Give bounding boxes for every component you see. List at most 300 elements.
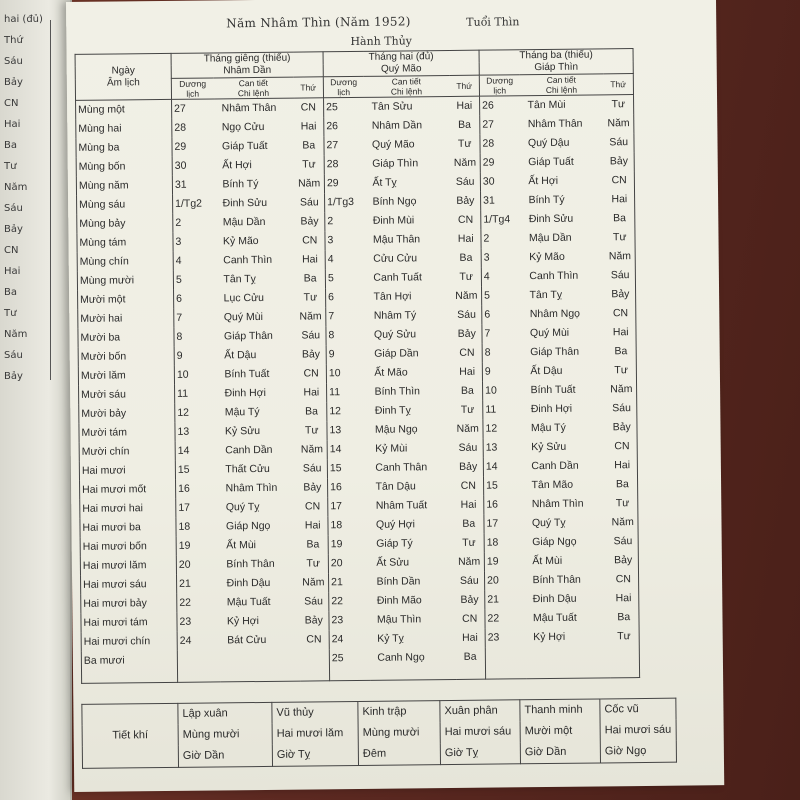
tiet-khi-cell: Giờ Tỵ (440, 742, 520, 764)
duong-lich-cell: 17 (330, 500, 343, 513)
thu-cell: Tư (454, 534, 484, 553)
tiet-khi-cell: Kinh trập (358, 701, 440, 723)
thu-cell: Bảy (604, 152, 634, 171)
duong-lich-cell: 3 (175, 235, 182, 248)
thu-cell: Hai (607, 456, 637, 475)
duong-lich-cell: 10 (328, 367, 341, 380)
duong-lich-cell: 20 (330, 557, 343, 570)
duong-lich-cell: 21 (487, 593, 500, 606)
can-chi-cell: Quý Mùi (529, 326, 570, 340)
thu-cell: Bảy (452, 325, 482, 344)
can-chi-cell: Đinh Hợi (530, 402, 573, 416)
duong-lich-cell: 2 (327, 215, 334, 228)
left-page-fragment: Thứ (4, 35, 23, 46)
can-chi-cell: Kỷ Hợi (226, 615, 260, 628)
can-chi-cell: Canh Thìn (529, 269, 579, 283)
ngay-header-line2: Âm lịch (106, 76, 140, 89)
thu-cell: Sáu (299, 592, 329, 611)
duong-lich-cell: 9 (484, 365, 491, 378)
duong-lich-cell: 11 (177, 387, 189, 400)
duong-lich-cell: 24 (331, 633, 344, 646)
can-chi-cell: Bính Thân (532, 573, 581, 587)
duong-lich-cell: 12 (485, 422, 498, 435)
can-chi-cell: Kỷ Tỵ (377, 632, 404, 645)
duong-lich-cell: 31 (483, 194, 495, 207)
month-2-ganchi: Quý Mão (323, 63, 479, 77)
left-page-fragment: Bảy (4, 77, 23, 88)
duong-lich-cell: 22 (331, 595, 344, 608)
month-3-ganchi: Giáp Thìn (479, 61, 633, 75)
thu-cell: CN (608, 570, 638, 589)
can-chi-cell: Ất Mùi (226, 539, 257, 552)
duong-lich-cell: 10 (176, 368, 189, 381)
thu-cell: Hai (298, 516, 328, 535)
thu-cell: Hai (297, 383, 327, 402)
thu-cell: Ba (294, 136, 324, 155)
thu-cell: Tư (450, 135, 480, 154)
thu-cell: Năm (297, 440, 327, 459)
can-chi-cell: Tân Tỵ (223, 273, 256, 286)
left-page-fragment: Tư (4, 161, 17, 172)
tiet-khi-cell: Giờ Ngọ (600, 741, 676, 763)
can-chi-cell: Cửu Cửu (373, 252, 418, 265)
can-chi-cell: Bính Dần (376, 575, 421, 588)
thu-cell: Bảy (299, 611, 329, 630)
can-chi-cell: Kỷ Mão (529, 250, 565, 264)
can-chi-cell: Lục Cửu (223, 291, 264, 305)
duong-lich-cell: 19 (178, 539, 191, 552)
ngay-am-lich-cell: Mùng mười (77, 271, 173, 291)
can-chi-cell: Nhâm Tý (373, 309, 417, 322)
thu-cell: Sáu (297, 459, 327, 478)
can-chi-cell: Mậu Dần (528, 231, 572, 245)
ngay-am-lich-cell: Hai mươi sáu (81, 575, 177, 595)
duong-lich-cell: 2 (483, 232, 490, 245)
duong-lich-cell: 2 (175, 216, 182, 229)
can-chi-cell: Ất Dậu (530, 364, 563, 378)
can-chi-cell: Quý Dậu (527, 136, 570, 150)
can-line1: Can tiết (238, 77, 269, 89)
duong-lich-cell: 5 (175, 273, 182, 286)
duong-lich-cell: 29 (174, 140, 187, 153)
duong-lich-header (479, 75, 519, 96)
duong-lich-cell: 18 (486, 536, 499, 549)
can-chi-cell: Nhâm Thân (527, 117, 583, 131)
can-chi-cell: Ất Hợi (222, 159, 252, 172)
duong-line2: lịch (493, 85, 507, 96)
can-chi-cell: Giáp Tuất (221, 139, 268, 153)
left-page-fragment: Năm (4, 329, 28, 340)
tiet-khi-cell: Mười một (520, 720, 600, 742)
thu-cell: CN (607, 437, 637, 456)
duong-lich-cell: 10 (485, 384, 497, 397)
duong-lich-cell: 27 (174, 102, 186, 115)
thu-cell: Hai (295, 250, 325, 269)
can-chi-cell: Thất Cửu (225, 462, 270, 476)
thu-cell: CN (452, 344, 482, 363)
thu-cell: Bảy (608, 551, 638, 570)
thu-cell: CN (296, 364, 326, 383)
ngay-am-lich-cell: Hai mươi (79, 461, 175, 481)
thu-cell: CN (606, 304, 636, 323)
duong-lich-cell (485, 647, 525, 679)
ngay-am-lich-cell: Mười bảy (79, 404, 175, 424)
thu-cell: Năm (450, 154, 480, 173)
thu-cell: CN (604, 171, 634, 190)
can-chi-cell: Mậu Thìn (376, 613, 422, 626)
can-chi-cell: Quý Tỵ (225, 501, 260, 514)
tiet-khi-cell: Giờ Tỵ (272, 744, 358, 766)
ngay-am-lich-cell: Mùng tám (77, 233, 173, 253)
duong-lich-cell: 22 (487, 612, 500, 625)
can-chi-cell: Tân Hợi (373, 290, 412, 303)
can-chi-cell: Ất Mùi (532, 554, 563, 568)
ngay-am-lich-cell: Mùng bảy (77, 214, 173, 234)
ngay-am-lich-cell: Mười một (78, 290, 174, 310)
thu-cell: Bảy (605, 285, 635, 304)
thu-cell: Ba (455, 648, 485, 680)
can-chi-cell: Ất Hợi (528, 174, 559, 188)
ngay-am-lich-cell: Mùng bốn (76, 157, 172, 177)
can-chi-header (519, 74, 603, 96)
thu-cell: Ba (607, 475, 637, 494)
can-chi-cell: Giáp Ngọ (225, 519, 271, 533)
page-title: Năm Nhâm Thìn (Năm 1952) (226, 14, 411, 31)
duong-lich-cell: 7 (176, 311, 183, 324)
duong-lich-cell: 8 (176, 330, 183, 343)
duong-lich-cell: 3 (327, 234, 334, 247)
tiet-khi-cell: Vũ thủy (272, 701, 358, 723)
tiet-khi-cell: Mùng mười (178, 724, 272, 746)
thu-cell: Ba (454, 515, 484, 534)
can-chi-cell: Tân Mùi (527, 98, 566, 112)
can-chi-cell: Quý Sửu (373, 328, 417, 341)
ngay-am-lich-cell: Mùng một (76, 99, 172, 120)
duong-lich-cell: 31 (174, 178, 187, 191)
thu-cell: Tư (297, 421, 327, 440)
can-chi-cell: Mậu Dần (222, 215, 266, 229)
thu-cell: Bảy (296, 345, 326, 364)
can-chi-cell: Quý Tỵ (531, 516, 566, 530)
duong-lich-cell: 23 (331, 614, 344, 627)
tiet-khi-cell: Giờ Dần (520, 741, 600, 763)
can-chi-cell: Giáp Thìn (372, 157, 419, 170)
can-chi-cell (525, 646, 609, 678)
duong-lich-cell: 17 (486, 517, 499, 530)
can-chi-cell: Mậu Thân (372, 233, 421, 246)
can-chi-cell: Quý Mùi (223, 310, 263, 324)
thu-cell: Hai (451, 230, 481, 249)
thu-cell: Tư (605, 228, 635, 247)
duong-lich-cell: 12 (329, 405, 342, 418)
calendar-page (66, 0, 724, 792)
thu-cell: Hai (450, 96, 480, 116)
duong-line2: lịch (337, 87, 351, 98)
can-chi-cell: Mậu Ngọ (374, 423, 418, 436)
duong-lich-cell: 24 (179, 634, 192, 647)
duong-lich-cell: 27 (326, 139, 339, 152)
thu-cell: Bảy (453, 458, 483, 477)
thu-cell: CN (455, 610, 485, 629)
ngay-am-lich-cell: Mùng năm (76, 176, 172, 196)
thu-cell (299, 649, 329, 681)
thu-cell: Ba (295, 269, 325, 288)
month-1-name: Tháng giêng (thiếu) (203, 52, 291, 65)
can-chi-cell: Ngọ Cửu (221, 120, 265, 134)
month-2-name: Tháng hai (đủ) (368, 51, 434, 63)
thu-cell: Bảy (607, 418, 637, 437)
duong-lich-cell: 19 (486, 555, 499, 568)
ngay-header-line1: Ngày (111, 64, 135, 77)
can-chi-header (363, 75, 449, 97)
duong-lich-cell: 1/Tg4 (483, 213, 511, 226)
thu-cell: Tư (604, 95, 634, 115)
can-chi-cell: Mậu Tý (530, 421, 566, 435)
thu-cell: CN (453, 477, 483, 496)
thu-cell: Bảy (455, 591, 485, 610)
table-row (81, 646, 639, 683)
ngay-am-lich-cell: Mười lăm (78, 366, 174, 386)
can-chi-cell: Quý Hợi (375, 518, 416, 531)
duong-lich-cell: 13 (329, 424, 342, 437)
ngay-am-lich-cell: Mười bốn (78, 347, 174, 367)
duong-line2: lịch (186, 88, 200, 99)
duong-lich-cell: 1/Tg2 (175, 197, 203, 210)
duong-lich-cell: 6 (176, 292, 183, 305)
can-line2: Chi lệnh (390, 86, 423, 97)
thu-cell: Ba (297, 402, 327, 421)
ngay-am-lich-cell: Mười hai (78, 309, 174, 329)
can-chi-cell: Nhâm Thân (221, 101, 277, 115)
duong-lich-cell: 20 (178, 558, 191, 571)
duong-lich-cell: 5 (327, 272, 334, 285)
can-chi-cell: Ất Tỵ (372, 176, 397, 189)
can-chi-cell: Tân Sửu (371, 100, 413, 113)
tiet-khi-table (81, 698, 677, 769)
thu-cell: Năm (452, 287, 482, 306)
duong-lich-cell: 6 (484, 308, 491, 321)
can-chi-cell: Kỷ Hợi (533, 630, 566, 644)
can-chi-cell: Bính Thân (226, 557, 275, 571)
thu-cell: Ba (609, 608, 639, 627)
duong-lich-cell: 12 (177, 406, 190, 419)
duong-lich-cell: 3 (483, 251, 490, 264)
ngay-am-lich-cell: Hai mươi mốt (80, 480, 176, 500)
thu-cell: Hai (452, 363, 482, 382)
duong-lich-cell: 21 (331, 576, 343, 589)
tiet-khi-cell: Hai mươi sáu (440, 721, 520, 743)
lunar-calendar-table (75, 48, 641, 684)
thu-header: Thứ (293, 77, 323, 98)
can-chi-cell: Bính Thìn (374, 385, 421, 398)
can-chi-cell: Tân Mão (531, 478, 574, 492)
thu-header: Thứ (449, 75, 479, 96)
thu-cell: Tư (606, 361, 636, 380)
duong-lich-cell: 11 (329, 386, 341, 399)
can-chi-cell: Đinh Sửu (222, 196, 268, 210)
duong-lich-cell: 21 (179, 577, 191, 590)
can-chi-cell: Kỷ Mùi (375, 442, 408, 455)
duong-lich-cell: 19 (330, 538, 343, 551)
can-chi-cell: Canh Dần (531, 459, 579, 473)
duong-lich-cell: 9 (176, 349, 183, 362)
left-page-fragment: Ba (4, 140, 17, 151)
can-chi-cell: Tân Tỵ (529, 288, 563, 302)
duong-lich-cell: 25 (326, 101, 338, 114)
thu-cell: Sáu (452, 306, 482, 325)
can-line1: Can tiết (391, 76, 422, 87)
can-chi-cell: Tân Dậu (375, 480, 416, 493)
duong-lich-cell: 28 (326, 158, 339, 171)
left-page-fragment: CN (4, 245, 19, 256)
ngay-am-lich-cell: Hai mươi tám (81, 613, 177, 633)
duong-lich-cell: 14 (329, 443, 342, 456)
thu-cell: Năm (605, 247, 635, 266)
can-chi-cell: Đinh Dậu (532, 592, 577, 606)
duong-lich-cell: 25 (329, 649, 369, 681)
left-page-rule (50, 20, 51, 380)
duong-lich-cell: 17 (178, 501, 191, 514)
thu-cell: Sáu (604, 133, 634, 152)
duong-lich-cell: 16 (330, 481, 342, 494)
duong-lich-cell (177, 650, 219, 682)
thu-cell: Sáu (607, 399, 637, 418)
can-chi-cell: Nhâm Dần (371, 119, 423, 132)
thu-cell: Sáu (453, 439, 483, 458)
month-1-ganchi: Nhâm Dần (171, 64, 323, 78)
duong-lich-cell: 18 (178, 520, 191, 533)
can-chi-cell: Mậu Tuất (226, 595, 271, 609)
thu-cell: Năm (608, 513, 638, 532)
thu-cell: Sáu (295, 193, 325, 212)
duong-lich-cell: 23 (179, 615, 192, 628)
duong-lich-cell: 20 (487, 574, 499, 587)
duong-lich-cell: 13 (485, 441, 498, 454)
can-line2: Chi lệnh (545, 84, 578, 95)
thu-cell: Tư (298, 554, 328, 573)
duong-lich-cell: 7 (328, 310, 335, 323)
thu-cell: Năm (453, 420, 483, 439)
can-chi-cell: Quý Mão (371, 138, 415, 151)
tiet-khi-cell: Hai mươi sáu (600, 720, 676, 742)
can-chi-cell: Đinh Tỵ (374, 404, 411, 417)
duong-lich-cell: 8 (484, 346, 491, 359)
ngay-am-lich-cell: Mùng sáu (77, 195, 173, 215)
can-chi-cell: Đinh Sửu (528, 212, 574, 226)
duong-lich-cell: 9 (328, 348, 335, 361)
can-chi-cell: Mậu Tuất (532, 611, 577, 625)
thu-cell: Hai (455, 629, 485, 648)
tiet-khi-cell: Hai mươi lăm (272, 723, 358, 745)
duong-lich-cell: 4 (175, 254, 182, 267)
can-chi-cell: Canh Tuất (373, 271, 422, 284)
left-page-fragment: Sáu (4, 203, 23, 214)
can-chi-cell: Nhâm Ngọ (529, 307, 581, 321)
left-page-fragment: Bảy (4, 371, 23, 382)
can-chi-cell: Bính Tuất (530, 383, 576, 397)
left-page-fragment: CN (4, 98, 19, 109)
thu-cell: Hai (294, 117, 324, 136)
can-chi-cell: Đinh Hợi (224, 386, 266, 400)
can-chi-cell: Ất Dậu (224, 349, 257, 362)
can-chi-cell: Nhâm Thìn (225, 481, 278, 495)
thu-cell: Ba (298, 535, 328, 554)
thu-cell: Sáu (454, 572, 484, 591)
duong-lich-cell: 16 (486, 498, 499, 511)
can-chi-cell: Nhâm Tuất (375, 499, 428, 512)
tiet-khi-label: Tiết khí (82, 703, 179, 768)
thu-cell: Sáu (605, 266, 635, 285)
duong-lich-cell: 15 (329, 462, 342, 475)
duong-lich-cell: 11 (485, 403, 497, 416)
thu-cell: Hai (606, 323, 636, 342)
ngay-am-lich-cell: Hai mươi chín (81, 632, 177, 652)
can-chi-cell: Giáp Thân (530, 345, 580, 359)
can-chi-cell: Bính Tuất (224, 367, 270, 381)
thu-cell: Tư (296, 288, 326, 307)
duong-lich-cell: 23 (487, 631, 500, 644)
thu-cell: Năm (454, 553, 484, 572)
ngay-am-lich-cell: Mùng chín (77, 252, 173, 272)
duong-lich-cell: 5 (484, 289, 491, 302)
can-chi-cell: Nhâm Thìn (531, 497, 584, 511)
can-chi-cell: Giáp Dần (374, 347, 419, 360)
can-chi-cell: Đinh Dậu (226, 576, 271, 590)
duong-lich-cell: 4 (327, 253, 334, 266)
duong-lich-cell: 13 (177, 425, 190, 438)
thu-cell: Hai (605, 190, 635, 209)
tiet-khi-cell: Mùng mười (358, 722, 440, 744)
duong-lich-cell: 18 (330, 519, 343, 532)
month-3-name: Tháng ba (thiếu) (519, 49, 593, 62)
ngay-am-lich-cell: Hai mươi bốn (80, 537, 176, 557)
tiet-khi-cell: Xuân phân (440, 700, 520, 722)
ngay-am-lich-cell: Mùng ba (76, 138, 172, 158)
thu-cell: CN (298, 497, 328, 516)
duong-line1: Dương (179, 78, 207, 89)
duong-lich-cell: 7 (484, 327, 491, 340)
duong-lich-cell: 26 (326, 120, 339, 133)
thu-cell: Năm (606, 380, 636, 399)
left-page-fragment: Bảy (4, 224, 23, 235)
duong-lich-cell: 16 (178, 482, 190, 495)
duong-lich-cell: 28 (482, 137, 495, 150)
duong-lich-cell: 14 (485, 460, 498, 473)
duong-lich-header (171, 78, 213, 99)
thu-cell: Năm (604, 114, 634, 133)
can-chi-cell: Đinh Mùi (372, 214, 415, 227)
duong-line1: Dương (486, 75, 514, 86)
thu-cell: Ba (605, 209, 635, 228)
zodiac-label: Tuổi Thìn (466, 15, 520, 29)
tiet-khi-cell: Cốc vũ (600, 698, 676, 720)
tiet-khi-cell: Thanh minh (520, 699, 600, 721)
duong-lich-cell: 28 (174, 121, 187, 134)
thu-cell: Ba (453, 382, 483, 401)
can-chi-cell: Bính Ngọ (372, 195, 417, 208)
duong-lich-cell: 27 (482, 118, 495, 131)
can-chi-cell: Canh Thìn (223, 253, 273, 267)
can-chi-cell: Giáp Tý (376, 537, 413, 550)
thu-cell: Năm (294, 174, 324, 193)
thu-cell: Hai (454, 496, 484, 515)
left-page (0, 0, 72, 800)
thu-header: Thứ (603, 74, 633, 95)
duong-lich-cell: 6 (328, 291, 335, 304)
thu-cell (609, 646, 639, 678)
left-page-fragment: Ba (4, 287, 17, 298)
duong-lich-cell: 22 (179, 596, 192, 609)
